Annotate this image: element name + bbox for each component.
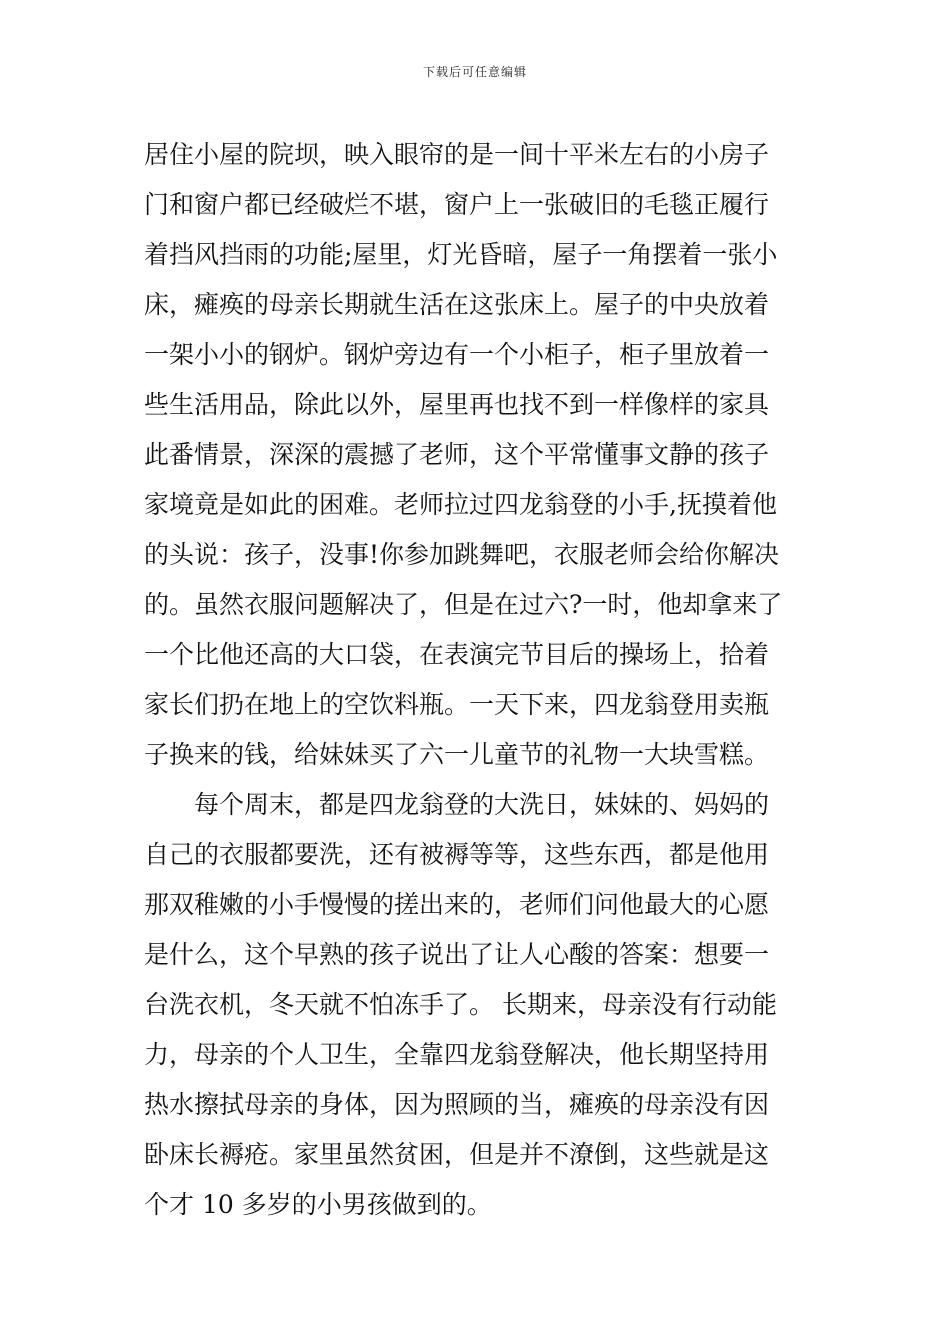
text-line: 卧床长褥疮。家里虽然贫困，但是并不潦倒，这些就是这 [144,1140,770,1169]
text-line: 热水擦拭母亲的身体，因为照顾的当，瘫痪的母亲没有因 [144,1090,770,1119]
text-line: 的头说：孩子，没事!你参加跳舞吧，衣服老师会给你解决 [144,540,780,569]
paragraph [144,130,814,780]
text-line: 家境竟是如此的困难。老师拉过四龙翁登的小手,抚摸着他 [144,490,777,519]
text-line: 门和窗户都已经破烂不堪，窗户上一张破旧的毛毯正履行 [144,190,770,219]
text-line: 力，母亲的个人卫生，全靠四龙翁登解决，他长期坚持用 [144,1040,770,1069]
text-line: 床，瘫痪的母亲长期就生活在这张床上。屋子的中央放着 [144,290,770,319]
text-line: 个才 10 多岁的小男孩做到的。 [144,1190,492,1219]
text-line: 着挡风挡雨的功能;屋里，灯光昏暗，屋子一角摆着一张小 [144,240,778,269]
page-header: 下载后可任意编辑 [422,65,527,79]
text-line: 此番情景，深深的震撼了老师，这个平常懂事文静的孩子 [144,440,770,469]
text-line: 是什么，这个早熟的孩子说出了让人心酸的答案：想要一 [144,940,770,969]
text-line: 每个周末，都是四龙翁登的大洗日，妹妹的、妈妈的 [194,790,770,819]
text-line: 些生活用品，除此以外，屋里再也找不到一样像样的家具 [144,390,770,419]
text-line: 家长们扔在地上的空饮料瓶。一天下来，四龙翁登用卖瓶 [144,690,770,719]
text-line: 一架小小的钢炉。钢炉旁边有一个小柜子，柜子里放着一 [144,340,770,369]
text-line: 居住小屋的院坝，映入眼帘的是一间十平米左右的小房子 [144,140,770,169]
paragraph [144,780,814,1230]
text-line: 台洗衣机，冬天就不怕冻手了。 长期来，母亲没有行动能 [144,990,777,1019]
document-body [144,130,814,1230]
text-line: 自己的衣服都要洗，还有被褥等等，这些东西，都是他用 [144,840,770,869]
text-line: 子换来的钱，给妹妹买了六一儿童节的礼物一大块雪糕。 [144,740,770,769]
text-line: 的。虽然衣服问题解决了，但是在过六?一时，他却拿来了 [144,590,783,619]
text-line: 那双稚嫩的小手慢慢的搓出来的，老师们问他最大的心愿 [144,890,770,919]
text-line: 一个比他还高的大口袋，在表演完节目后的操场上，拾着 [144,640,770,669]
